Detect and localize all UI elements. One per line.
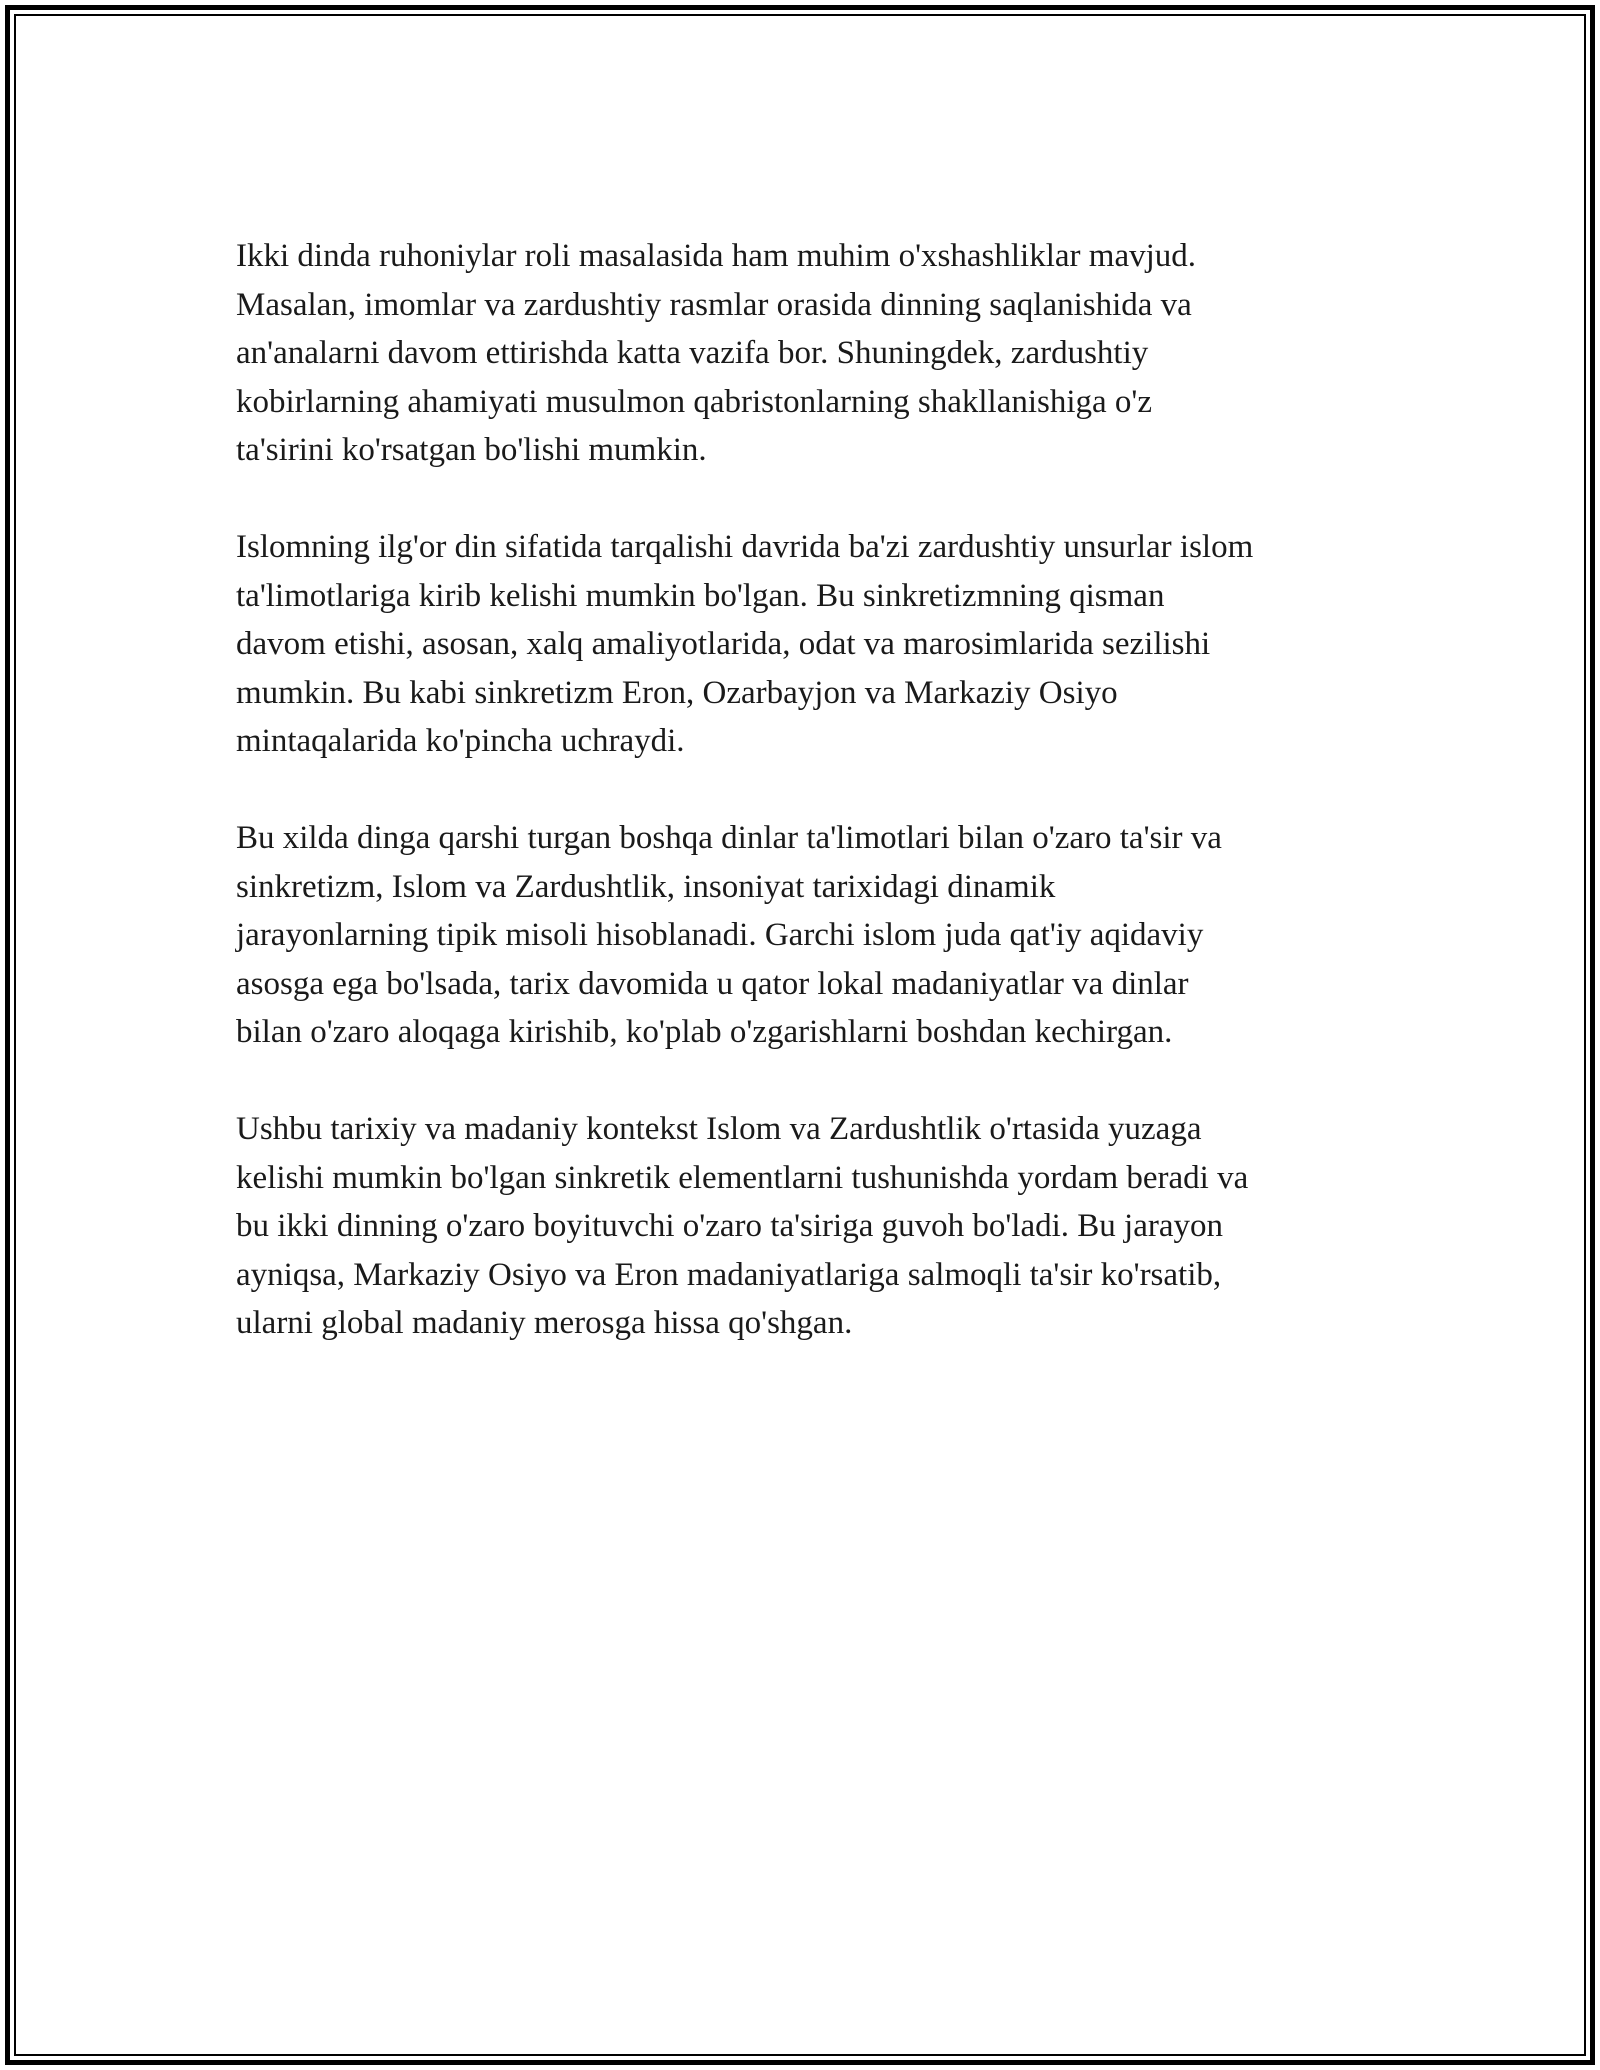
paragraph-3: Bu xilda dinga qarshi turgan boshqa dinlar ta'limotlari bilan o'zaro ta'sir va sinkretizm, Islom va Zardushtlik, insoniyat tarixidagi dinamik jarayonlarning tipik misoli hisoblanadi. Garchi islom juda qat'iy aqidaviy asosga ega bo'lsada, tarix davomida u qator lokal madaniyatlar va dinlar bilan o'zaro aloqaga kirishib, ko'plab o'zgarishlarni boshdan kechirgan. [236, 820, 1222, 1050]
paragraph-2: Islomning ilg'or din sifatida tarqalishi davrida ba'zi zardushtiy unsurlar islom ta'limotlariga kirib kelishi mumkin bo'lgan. Bu sinkretizmning qisman davom etishi, asosan, xalq amaliyotlarida, odat va marosimlarida sezilishi mumkin. Bu kabi sinkretizm Eron, Ozarbayjon va Markaziy Osiyo mintaqalarida ko'pincha uchraydi. [236, 529, 1254, 759]
paragraph-1: Ikki dinda ruhoniylar roli masalasida ham muhim o'xshashliklar mavjud. Masalan, imomlar va zardushtiy rasmlar orasida dinning saqlanishida va an'analarni davom ettirishda katta vazifa bor. Shuningdek, zardushtiy kobirlarning ahamiyati musulmon qabristonlarning shakllanishiga o'z ta'sirini ko'rsatgan bo'lishi mumkin. [236, 238, 1197, 468]
paragraph-4: Ushbu tarixiy va madaniy kontekst Islom va Zardushtlik o'rtasida yuzaga kelishi mumkin bo'lgan sinkretik elementlarni tushunishda yordam beradi va bu ikki dinning o'zaro boyituvchi o'zaro ta'siriga guvoh bo'ladi. Bu jarayon ayniqsa, Markaziy Osiyo va Eron madaniyatlariga salmoqli ta'sir ko'rsatib, ularni global madaniy merosga hissa qo'shgan. [236, 1111, 1249, 1341]
document-body [236, 232, 1386, 1396]
